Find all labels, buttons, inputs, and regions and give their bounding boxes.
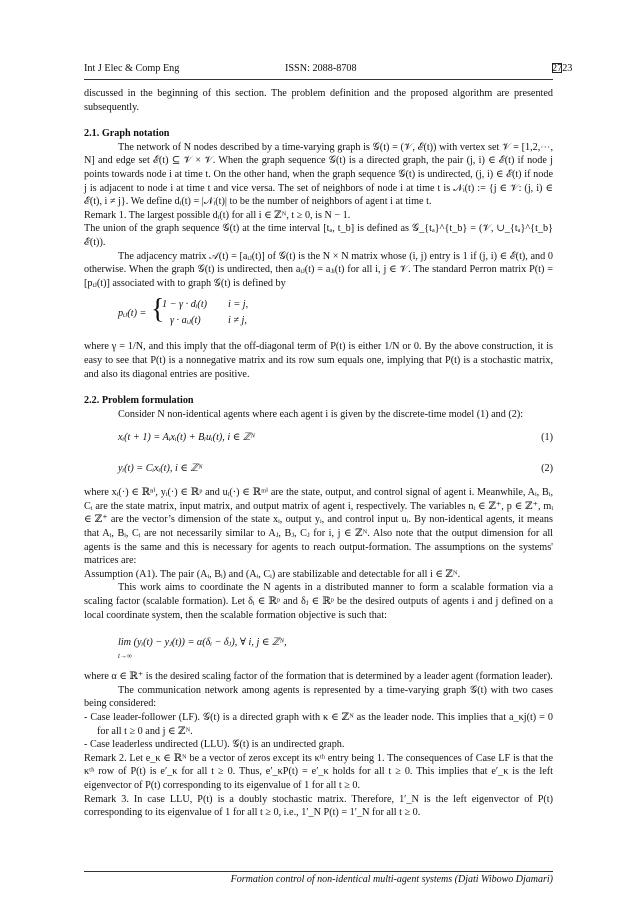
graph-paragraph-1: The network of N nodes described by a time-varying graph is 𝒢(t) = (𝒱, ℰ(t)) with vertex set 𝒱 = [1,2,⋯, N] and edge set ℰ(t) ⊆ 𝒱 × 𝒱. When the graph sequence 𝒢(t) is a directed graph, the pair (j, i) ∈ ℰ(t) if node j points towards node i at time t. On the other hand, when the graph sequence 𝒢(t) is undirected, (j, i) ∈ ℰ(t) if node j is adjacent to node i at time t and vice versa. The set of neighbors of node i at time t is 𝒩ᵢ(t) := {j ∈ 𝒱: (j, i) ∈ ℰ(t), i ≠ j}. We define dᵢ(t) = |𝒩ᵢ(t)| to be the number of neighbors of agent i at time t.: [84, 141, 553, 208]
formation-objective-equation: [84, 626, 553, 666]
running-header: [84, 63, 573, 79]
variables-paragraph: where xᵢ(·) ∈ ℝⁿⁱ, yᵢ(·) ∈ ℝᵖ and uᵢ(·) ∈ ℝᵐⁱ are the state, output, and control signal of agent i. Meanwhile, Aᵢ, Bᵢ, Cᵢ are the state matrix, input matrix, and output matrix of agent i, respectively. The variables nᵢ ∈ ℤ⁺, p ∈ ℤ⁺, mᵢ ∈ ℤ⁺ are the vector’s dimension of the state xᵢ, output yᵢ, and control input uᵢ. By non-identical agents, it means that Aᵢ, Bᵢ, Cᵢ are not necessarily similar to Aⱼ, Bⱼ, Cⱼ for i, j ∈ ℤᴺ. Also note that the output dimension for all agents is the same and this is necessary for agents to reach output-formation. The assumptions on the systems' matrices are:: [84, 487, 553, 567]
header-rule: [84, 79, 553, 80]
section-2-2-title: 2.2. Problem formulation: [84, 395, 194, 407]
adjacency-paragraph: The adjacency matrix 𝒜(t) = [aᵢⱼ(t)] of 𝒢(t) is the N × N matrix whose (i, j) entry is 1 if (j, i) ∈ ℰ(t), and 0 otherwise. When the graph 𝒢(t) is undirected, then aᵢⱼ(t) = aⱼᵢ(t) for all i, j ∈ 𝒱. The standard Perron matrix P(t) = [pᵢⱼ(t)] associated with to graph 𝒢(t) is defined by: [84, 250, 553, 289]
perron-row-1: 1 − γ · dᵢ(t): [162, 299, 208, 311]
union-paragraph: The union of the graph sequence 𝒢(t) at the time interval [tₐ, t_b] is defined as 𝒢_{tₐ}^{t_b} = (𝒱, ∪_{tₐ}^{t_b} ℰ(t)).: [84, 223, 553, 248]
equation-2-expr: yᵢ(t) = Cᵢxᵢ(t), i ∈ ℤᴺ: [118, 463, 203, 475]
intro-paragraph: discussed in the beginning of this section. The problem definition and the proposed algorithm are presented subsequently.: [84, 88, 553, 113]
objective-paragraph: This work aims to coordinate the N agents in a distributed manner to form a scalable formation via a scaling factor (scalable formation). Let δᵢ ∈ ℝᵖ and δⱼ ∈ ℝᵖ be the desired outputs of agents i and j defined on a local coordinate system, then the scalable formation objective is such that:: [84, 582, 553, 621]
case-llu-item: - Case leaderless undirected (LLU). 𝒢(t) is an undirected graph.: [84, 739, 345, 751]
remark-2: Remark 2. Let e_κ ∈ ℝᴺ be a vector of zeros except its κᵗʰ entry being 1. The consequences of Case LF is that the κᵗʰ row of P(t) is e′_κ for all t ≥ 0. Thus, e′_κP(t) = e′_κ holds for all t ≥ 0. This implies that e′_κ is the left eigenvector of P(t) corresponding to its eigenvalue of 1 for all t ≥ 0.: [84, 752, 553, 791]
limit-expression: lim (yᵢ(t) − yⱼ(t)) = α(δᵢ − δⱼ), ∀ i, j ∈ ℤᴺ,: [118, 637, 287, 649]
remark-3: Remark 3. In case LLU, P(t) is a doubly stochastic matrix. Therefore, 1′_N is the left eigenvector of P(t) corresponding to its eigenvalue of 1 for all t ≥ 0, i.e., 1′_N P(t) = 1′_N for all t ≥ 0.: [84, 793, 553, 819]
remark-1: Remark 1. The largest possible dᵢ(t) for all i ∈ ℤᴺ, t ≥ 0, is N − 1.: [84, 209, 351, 221]
perron-cond-1: i = j,: [228, 299, 249, 311]
equation-1-number: (1): [541, 432, 553, 444]
equation-2: [84, 455, 553, 483]
equation-1: [84, 424, 553, 452]
equation-1-expr: xᵢ(t + 1) = Aᵢxᵢ(t) + Bᵢuᵢ(t), i ∈ ℤᴺ: [118, 432, 256, 444]
perron-cond-2: i ≠ j,: [228, 315, 247, 327]
network-paragraph: The communication network among agents is represented by a time-varying graph 𝒢(t) with two cases being considered:: [84, 684, 553, 710]
running-footer: Formation control of non-identical multi-agent systems (Djati Wibowo Djamari): [230, 874, 553, 885]
page-body: [84, 87, 553, 820]
problem-paragraph-1: Consider N non-identical agents where each agent i is given by the discrete-time model (1) and (2):: [118, 408, 524, 420]
journal-name: Int J Elec & Comp Eng: [84, 63, 180, 74]
limit-subscript: t→∞: [118, 652, 132, 661]
footer-rule: [84, 871, 553, 872]
equation-2-number: (2): [541, 463, 553, 475]
case-lf-item: - Case leader-follower (LF). 𝒢(t) is a directed graph with κ ∈ ℤᴺ as the leader node. This implies that a_κj(t) = 0 for all t ≥ 0 and j ∈ ℤᴺ.: [84, 712, 553, 737]
issn: ISSN: 2088-8708: [285, 63, 357, 74]
left-brace: {: [151, 294, 165, 326]
assumption-a1: Assumption (A1). The pair (Aᵢ, Bᵢ) and (Aᵢ, Cᵢ) are stabilizable and detectable for all i ∈ ℤᴺ.: [84, 568, 461, 580]
page-number: 2723: [552, 63, 573, 74]
gamma-paragraph: where γ = 1/N, and this imply that the off-diagonal term of P(t) is either 1/N or 0. By the above construction, it is easy to see that P(t) is a nonnegative matrix and its row sum equals one, implying that P(t) is a stochastic matrix, and also its diagonal entries are positive.: [84, 341, 553, 380]
section-2-1-title: 2.1. Graph notation: [84, 128, 170, 140]
perron-lhs: pᵢⱼ(t) =: [118, 308, 147, 320]
alpha-paragraph: where α ∈ ℝ⁺ is the desired scaling factor of the formation that is determined by a leader agent (formation leader).: [84, 671, 553, 683]
perron-row-2: γ · aᵢⱼ(t): [170, 315, 201, 327]
perron-equation: [84, 294, 553, 334]
